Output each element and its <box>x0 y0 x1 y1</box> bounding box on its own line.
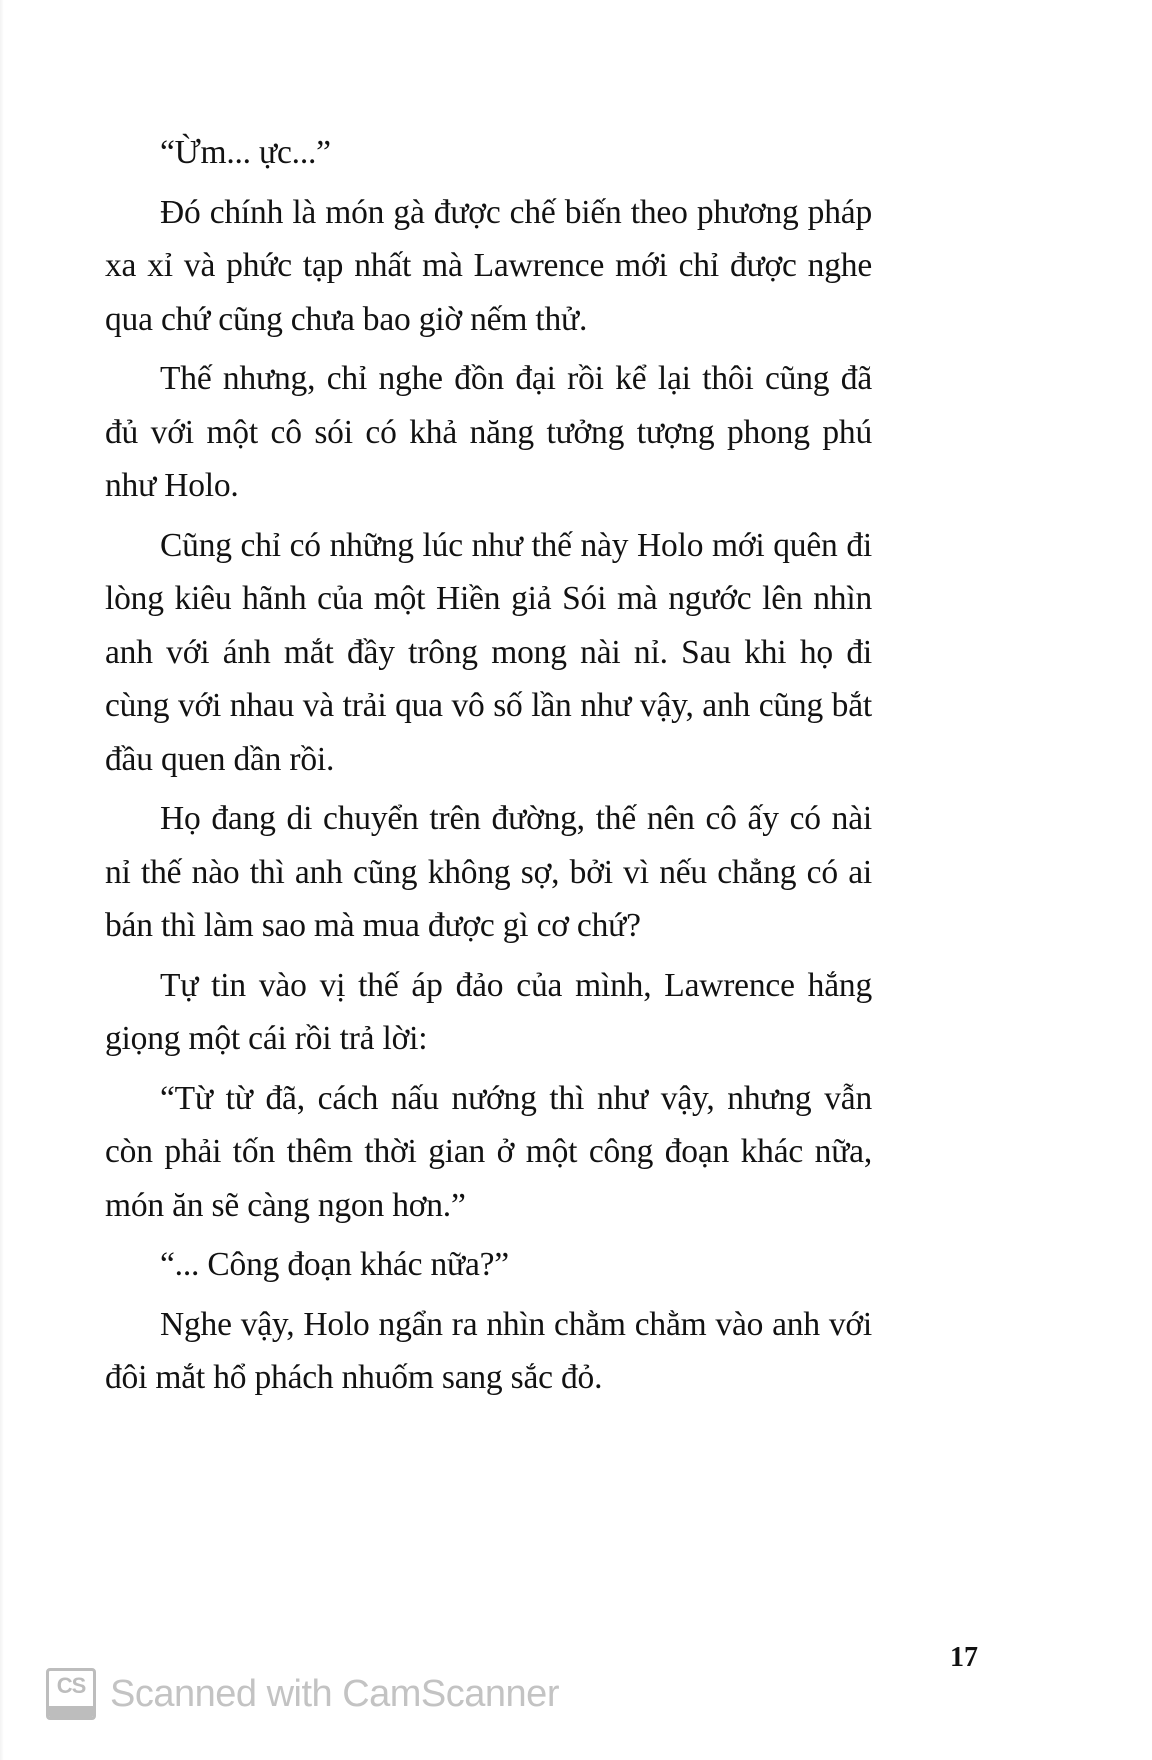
paragraph-holo-stare: Nghe vậy, Holo ngẩn ra nhìn chằm chằm vào anh với đôi mắt hổ phách nhuốm sang sắc đỏ. <box>105 1305 872 1396</box>
paragraph-holo-question: “... Công đoạn khác nữa?” <box>160 1246 509 1283</box>
paragraph-holo-imagination: Thế nhưng, chỉ nghe đồn đại rồi kể lại thôi cũng đã đủ với một cô sói có khả năng tưởng tượng phong phú như Holo. <box>105 360 872 504</box>
body-text <box>105 126 872 1411</box>
paragraph-lawrence-confident: Tự tin vào vị thế áp đảo của mình, Lawrence hắng giọng một cái rồi trả lời: <box>105 966 872 1057</box>
paragraph-lawrence-reply: “Từ từ đã, cách nấu nướng thì như vậy, nhưng vẫn còn phải tốn thêm thời gian ở một công đoạn khác nữa, món ăn sẽ càng ngon hơn.” <box>105 1079 872 1224</box>
page-number: 17 <box>950 1642 978 1673</box>
paragraph-holo-pleading: Cũng chỉ có những lúc như thế này Holo mới quên đi lòng kiêu hãnh của một Hiền giả Sói mà ngước lên nhìn anh với ánh mắt đầy trông mong nài nỉ. Sau khi họ đi cùng với nhau và trải qua vô số lần như vậy, anh cũng bắt đầu quen dần rồi. <box>105 526 872 778</box>
camscanner-watermark-label: Scanned with CamScanner <box>110 1673 559 1715</box>
paragraph-chicken-dish: Đó chính là món gà được chế biến theo phương pháp xa xỉ và phức tạp nhất mà Lawrence mới chỉ được nghe qua chứ cũng chưa bao giờ nếm thử. <box>105 193 872 338</box>
paragraph-on-the-road: Họ đang di chuyển trên đường, thế nên cô ấy có nài nỉ thế nào thì anh cũng không sợ, bởi vì nếu chẳng có ai bán thì làm sao mà mua được gì cơ chứ? <box>105 800 872 944</box>
camscanner-logo-icon <box>46 1668 96 1720</box>
paragraph-dialogue-um: “Ừm... ực...” <box>160 134 331 171</box>
page-edge-shadow <box>0 0 4 1760</box>
camscanner-logo-text: CS <box>56 1673 86 1698</box>
camscanner-logo-bar <box>49 1706 93 1717</box>
camscanner-watermark <box>46 1668 559 1720</box>
